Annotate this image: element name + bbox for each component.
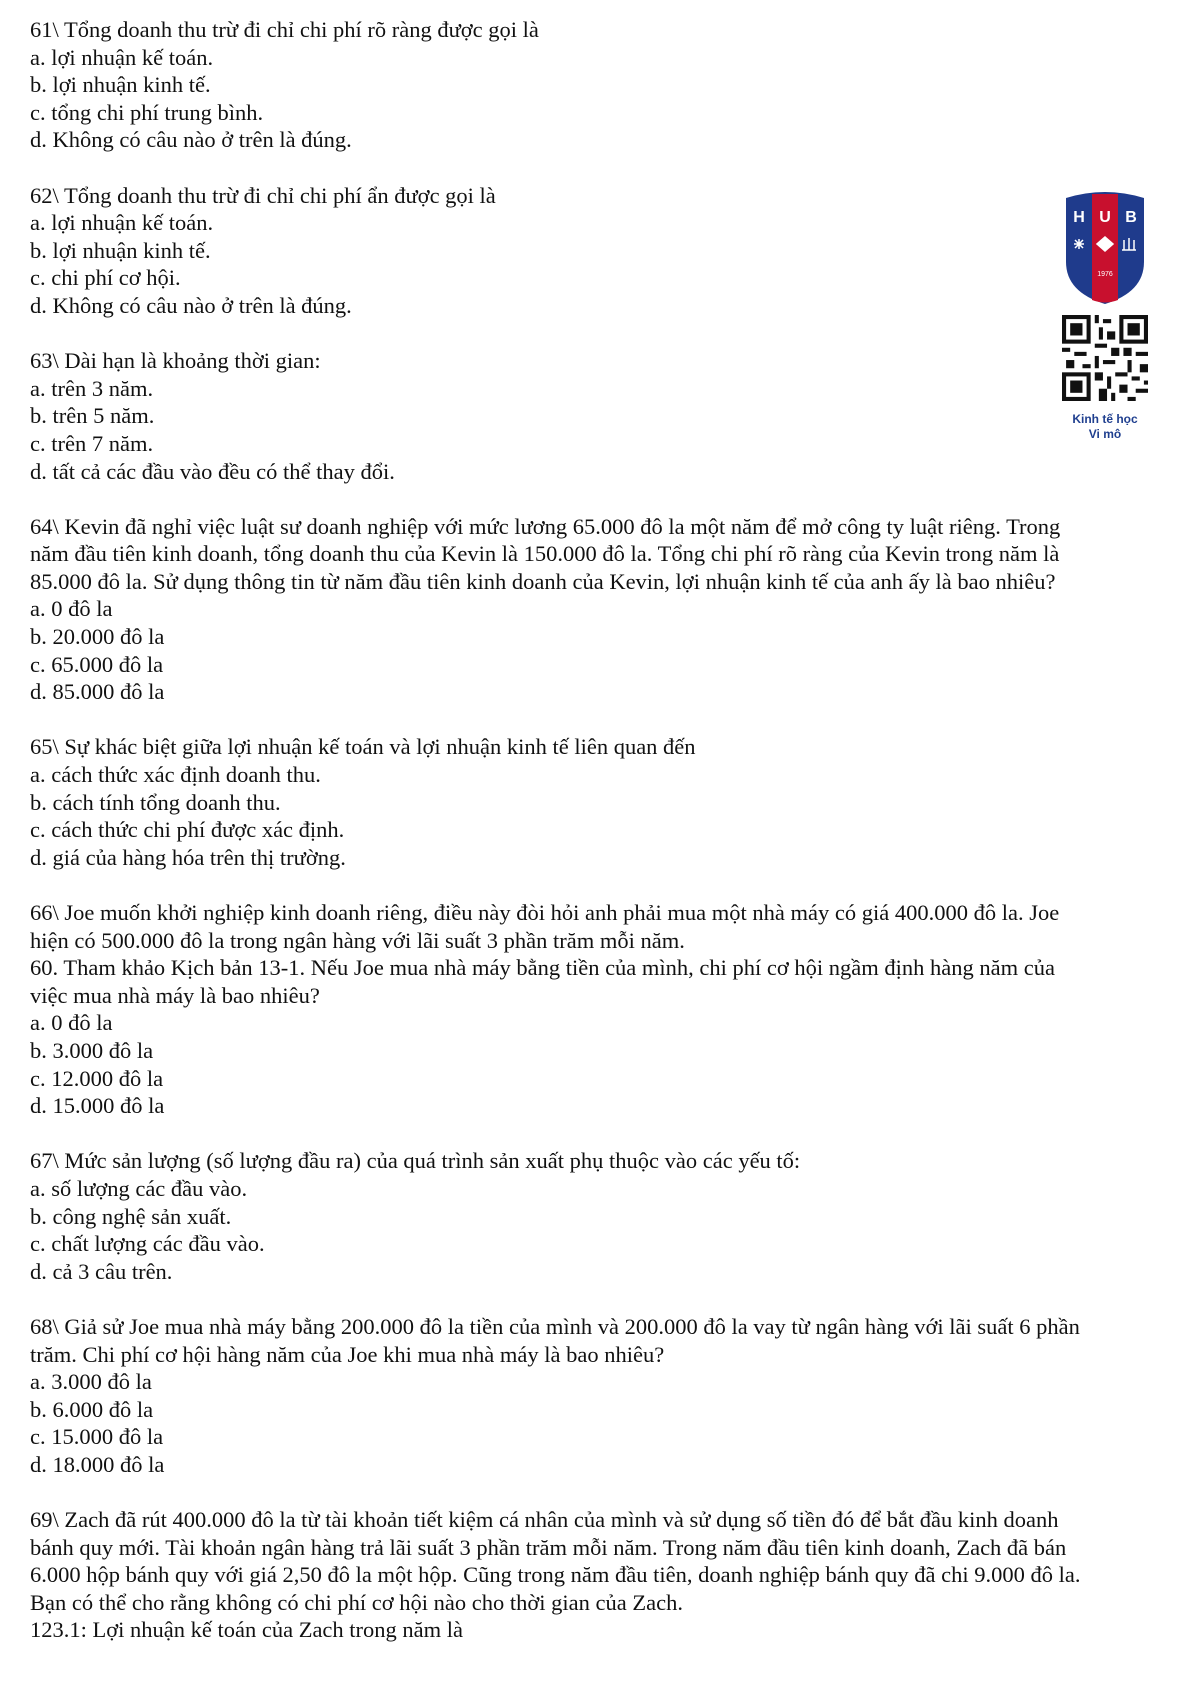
option-d: d. Không có câu nào ở trên là đúng. <box>30 292 352 318</box>
logo-letter-h: H <box>1073 209 1085 226</box>
question-text: 62\ Tổng doanh thu trừ đi chỉ chi phí ẩn được gọi là <box>30 182 496 208</box>
question-text: 66\ Joe muốn khởi nghiệp kinh doanh riêng, điều này đòi hỏi anh phải mua một nhà máy có giá 400.000 đô la. Joe <box>30 900 1060 925</box>
option-b: b. cách tính tổng doanh thu. <box>30 789 281 815</box>
option-d: d. cả 3 câu trên. <box>30 1258 173 1284</box>
question-text: 60. Tham khảo Kịch bản 13-1. Nếu Joe mua nhà máy bằng tiền của mình, chi phí cơ hội ngầm định hàng năm của <box>30 955 1055 981</box>
question-64 <box>30 513 1170 706</box>
question-text: hiện có 500.000 đô la trong ngân hàng với lãi suất 3 phần trăm mỗi năm. <box>30 927 685 953</box>
option-a: a. 0 đô la <box>30 1010 113 1036</box>
caption-line-1: Kinh tế học <box>1072 412 1138 426</box>
option-c: c. 65.000 đô la <box>30 651 164 677</box>
option-c: c. cách thức chi phí được xác định. <box>30 817 345 843</box>
option-b: b. 20.000 đô la <box>30 624 165 650</box>
option-d: d. 85.000 đô la <box>30 679 165 705</box>
question-text: 68\ Giả sử Joe mua nhà máy bằng 200.000 đô la tiền của mình và 200.000 đô la vay từ ngân hàng với lãi suất 6 phần <box>30 1313 1080 1339</box>
logo-block <box>1055 192 1155 442</box>
question-text: 63\ Dài hạn là khoảng thời gian: <box>30 348 321 374</box>
document-page <box>30 16 1170 1672</box>
qr-code-icon <box>1062 315 1148 401</box>
question-text: 6.000 hộp bánh quy với giá 2,50 đô la một hộp. Cũng trong năm đầu tiên, doanh nghiệp bánh quy đã chi 9.000 đô la. <box>30 1562 1081 1588</box>
option-a: a. 0 đô la <box>30 596 113 622</box>
option-a: a. lợi nhuận kế toán. <box>30 44 214 70</box>
option-c: c. 12.000 đô la <box>30 1065 164 1091</box>
logo-caption <box>1055 412 1155 442</box>
question-65 <box>30 733 1170 871</box>
option-a: a. trên 3 năm. <box>30 375 154 401</box>
question-62 <box>30 182 1170 320</box>
option-b: b. lợi nhuận kinh tế. <box>30 72 211 98</box>
option-b: b. lợi nhuận kinh tế. <box>30 237 211 263</box>
option-a: a. cách thức xác định doanh thu. <box>30 762 321 788</box>
question-text: 64\ Kevin đã nghỉ việc luật sư doanh nghiệp với mức lương 65.000 đô la một năm để mở công ty luật riêng. Trong <box>30 513 1061 539</box>
question-69 <box>30 1506 1170 1644</box>
question-text: bánh quy mới. Tài khoản ngân hàng trả lãi suất 3 phần trăm mỗi năm. Trong năm đầu tiên kinh doanh, Zach đã bán <box>30 1534 1067 1560</box>
option-d: d. tất cả các đầu vào đều có thể thay đổi. <box>30 458 395 484</box>
option-b: b. 3.000 đô la <box>30 1037 154 1063</box>
option-d: d. 15.000 đô la <box>30 1093 165 1119</box>
option-c: c. tổng chi phí trung bình. <box>30 99 264 125</box>
question-68 <box>30 1313 1170 1479</box>
question-text: 85.000 đô la. Sử dụng thông tin từ năm đầu tiên kinh doanh của Kevin, lợi nhuận kinh tế của anh ấy là bao nhiêu? <box>30 568 1056 594</box>
logo-year: 1976 <box>1097 271 1113 278</box>
option-c: c. chất lượng các đầu vào. <box>30 1231 265 1257</box>
option-b: b. trên 5 năm. <box>30 403 155 429</box>
option-a: a. 3.000 đô la <box>30 1369 152 1395</box>
option-a: a. lợi nhuận kế toán. <box>30 210 214 236</box>
question-63 <box>30 347 1170 485</box>
question-text: 69\ Zach đã rút 400.000 đô la từ tài khoản tiết kiệm cá nhân của mình và sử dụng số tiền đó để bắt đầu kinh doanh <box>30 1507 1059 1533</box>
question-61 <box>30 16 1170 154</box>
logo-letter-b: B <box>1125 209 1137 226</box>
question-text: 61\ Tổng doanh thu trừ đi chỉ chi phí rõ ràng được gọi là <box>30 17 539 42</box>
question-text: 123.1: Lợi nhuận kế toán của Zach trong năm là <box>30 1617 464 1643</box>
question-text: Bạn có thể cho rằng không có chi phí cơ hội nào cho thời gian của Zach. <box>30 1589 683 1615</box>
caption-line-2: Vi mô <box>1088 427 1122 441</box>
question-text: 67\ Mức sản lượng (số lượng đầu ra) của quá trình sản xuất phụ thuộc vào các yếu tố: <box>30 1148 801 1174</box>
option-d: d. giá của hàng hóa trên thị trường. <box>30 844 346 870</box>
option-b: b. công nghệ sản xuất. <box>30 1203 232 1229</box>
option-c: c. chi phí cơ hội. <box>30 265 181 291</box>
option-d: d. Không có câu nào ở trên là đúng. <box>30 127 352 153</box>
question-67 <box>30 1147 1170 1285</box>
question-text: 65\ Sự khác biệt giữa lợi nhuận kế toán và lợi nhuận kinh tế liên quan đến <box>30 734 696 760</box>
option-d: d. 18.000 đô la <box>30 1451 165 1477</box>
option-b: b. 6.000 đô la <box>30 1396 154 1422</box>
question-66 <box>30 899 1170 1120</box>
option-c: c. trên 7 năm. <box>30 430 154 456</box>
question-text: trăm. Chi phí cơ hội hàng năm của Joe khi mua nhà máy là bao nhiêu? <box>30 1341 665 1367</box>
option-a: a. số lượng các đầu vào. <box>30 1175 248 1201</box>
hub-shield-logo <box>1062 192 1148 306</box>
option-c: c. 15.000 đô la <box>30 1424 164 1450</box>
question-text: việc mua nhà máy là bao nhiêu? <box>30 982 320 1008</box>
logo-letter-u: U <box>1099 209 1111 226</box>
question-text: năm đầu tiên kinh doanh, tổng doanh thu của Kevin là 150.000 đô la. Tổng chi phí rõ ràng của Kevin trong năm là <box>30 541 1060 567</box>
